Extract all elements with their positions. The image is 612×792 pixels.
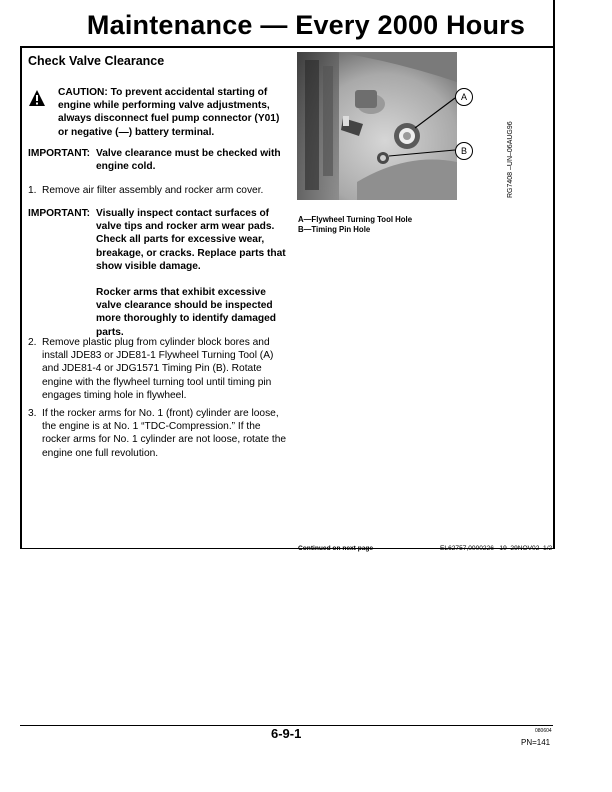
caution-text: CAUTION: To prevent accidental starting of engine while performing valve adjustments, always disconnect fuel pump connector (Y01) or negative (—) battery terminal. [58,87,280,138]
pn-number: PN=141 [521,738,551,747]
continued-label: Continued on next page [298,545,374,552]
engine-flywheel-photo [297,52,457,200]
page-number: 6-9-1 [271,726,302,741]
caption-b: B—Timing Pin Hole [298,225,371,234]
image-id: RG7408 –UN–06AUG96 [507,121,514,198]
frame-right-rule [553,0,555,548]
important-note-2: IMPORTANT: Visually inspect contact surfaces of valve tips and rocker arm wear pads. Check all parts for excessive wear, breakage, or cracks. Replace parts that show visible damage. Rocker arms that exhibit excessive valve clearance should be inspected more thoroughly to identify damaged parts. [28,208,286,338]
warning-icon [28,89,46,107]
frame-left-rule [20,46,22,548]
step-3: 3. If the rocker arms for No. 1 (front) cylinder are loose, the engine is at No. 1 “TDC-Compression.” If the rocker arms for No. 1 cylinder are not loose, rotate the engine one full revolution. [28,408,287,459]
document-reference: EL62757,0000226 –19–29NOV02–1/2 [440,545,553,552]
caption-a: A—Flywheel Turning Tool Hole [298,215,413,224]
important-note-1: IMPORTANT: Valve clearance must be checked with engine cold. [28,148,281,173]
title-rule [20,46,553,48]
section-title: Check Valve Clearance [28,54,165,68]
callout-b: B [455,142,473,160]
page-title: Maintenance — Every 2000 Hours [86,10,526,40]
footer-code: 080604 [535,728,552,734]
step-1: 1. Remove air filter assembly and rocker arm cover. [28,185,264,196]
callout-a: A [455,88,473,106]
step-2: 2. Remove plastic plug from cylinder block bores and install JDE83 or JDE81-1 Flywheel Turning Tool (A) and JDE81-4 or JDG1571 Timing Pin (B). Rotate engine with the flywheel turning tool until timing pin engages timing hole in flywheel. [28,337,274,401]
